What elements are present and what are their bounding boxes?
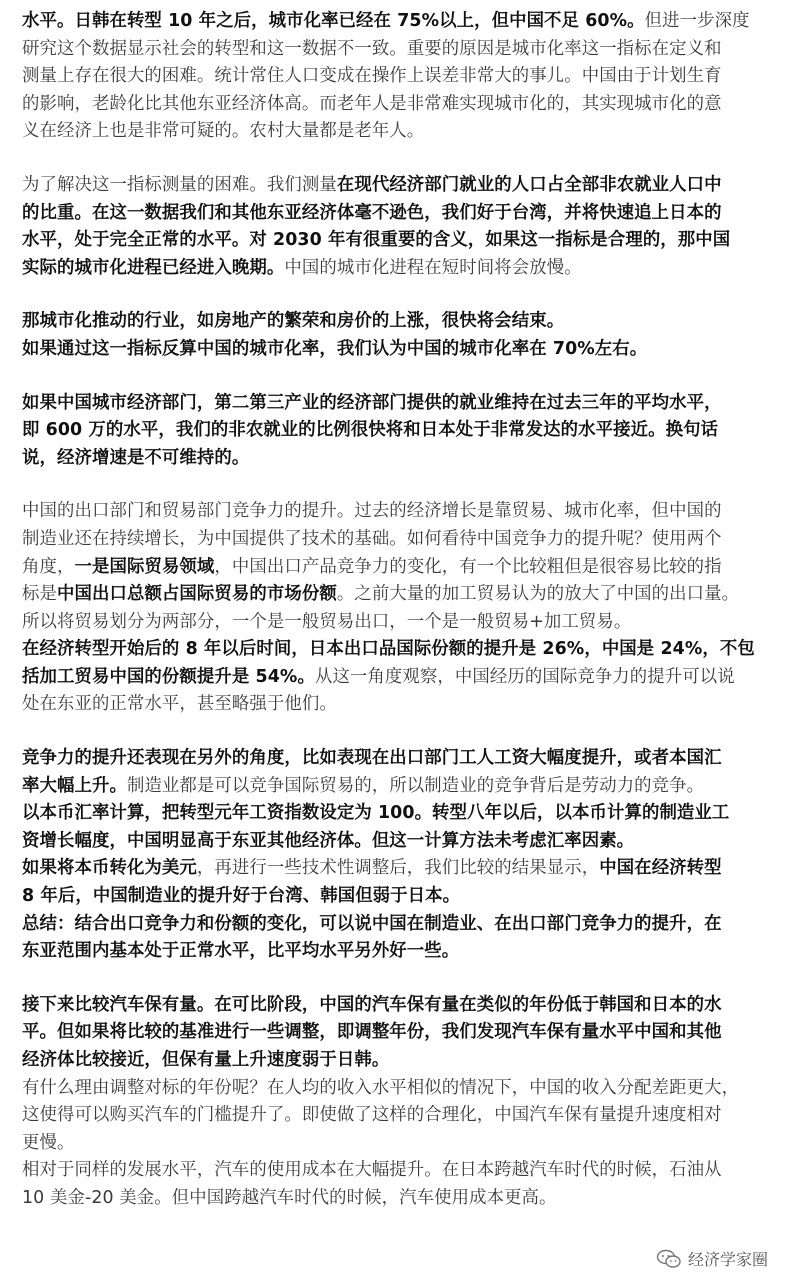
bold-text: 的比重。在这一数据我们和其他东亚经济体毫不逊色，我们好于台湾，并将快速追上日本的 [22,202,722,223]
text-line [22,1185,768,1213]
bold-text: 水平，处于完全正常的水平。对 2030 年有很重要的含义，如果这一指标是合理的，那中国 [22,230,731,251]
body-text: 测量上存在很大的困难。统计常住人口变成在操作上误差非常大的事儿。中国由于计划生育 [22,66,722,87]
text-line [22,554,768,582]
body-text: 研究这个数据显示社会的转型和这一数据不一致。重要的原因是城市化率这一指标在定义和 [22,38,722,59]
text-line [22,8,768,36]
body-text: 这使得可以购买汽车的门槛提升了。即使做了这样的合理化，中国汽车保有量提升速度相对 [22,1105,722,1126]
text-line [22,1102,768,1130]
body-text: 中国的城市化进程在短时间将会放慢。 [284,257,582,278]
bold-text: 水平。日韩在转型 10 年之后，城市化率已经在 75%以上，但中国不足 60%。 [22,11,645,31]
text-line [22,581,768,609]
paragraph [22,498,768,719]
watermark-brand: 经济学家圈 [687,1250,768,1269]
body-text: 为了解决这一指标测量的困难。我们测量 [22,174,337,195]
paragraph [22,992,768,1213]
text-line [22,36,768,64]
body-text: 从这一角度观察，中国经历的国际竞争力的提升可以说 [314,666,735,687]
bold-text: 一是国际贸易领域 [74,556,215,577]
body-text: 制造业还在持续增长，为中国提供了技术的基础。如何看待中国竞争力的提升呢？使用两个 [22,528,722,549]
paragraph [22,308,768,363]
body-text: 有什么理由调整对标的年份呢？在人均的收入水平相似的情况下，中国的收入分配差距更大， [22,1077,740,1098]
text-line [22,91,768,119]
bold-text: 率大幅上升。 [22,775,127,796]
text-line [22,855,768,883]
bold-text: 那城市化推动的行业，如房地产的繁荣和房价的上涨，很快将会结束。 [22,311,565,332]
bold-text: 接下来比较汽车保有量。在可比阶段，中国的汽车保有量在类似的年份低于韩国和日本的水 [22,994,722,1015]
bold-text: 总结：结合出口竞争力和份额的变化，可以说中国在制造业、在出口部门竞争力的提升，在 [22,913,722,934]
text-line [22,745,768,773]
bold-text: 竞争力的提升还表现在另外的角度，比如表现在出口部门工人工资大幅度提升，或者本国汇 [22,748,722,769]
body-text: 标是 [22,584,57,605]
body-text: 但进一步深度 [644,11,750,31]
bold-text: 在现代经济部门就业的人口占全部非农就业人口中 [336,174,722,195]
paragraph [22,8,768,146]
bold-text: 东亚范围内基本处于正常水平，比平均水平另外好一些。 [22,941,460,962]
text-line [22,773,768,801]
body-text: 中国的出口部门和贸易部门竞争力的提升。过去的经济增长是靠贸易、城市化率，但中国的 [22,501,722,522]
bold-text: 如果中国城市经济部门，第二第三产业的经济部门提供的就业维持在过去三年的平均水平， [22,392,722,413]
text-line [22,911,768,939]
bold-text: 中国在经济转型 [599,858,722,879]
body-text: 处在东亚的正常水平，甚至略强于他们。 [22,694,337,715]
body-text: 制造业都是可以竞争国际贸易的，所以制造业的竞争背后是劳动力的竞争。 [126,775,705,796]
text-line [22,883,768,911]
text-line [22,118,768,146]
bold-text: 在经济转型开始后的 8 年以后时间，日本出口品国际份额的提升是 26%，中国是 24%，不包 [22,639,755,660]
bold-text: 经济体比较接近，但保有量上升速度弱于日韩。 [22,1050,390,1070]
bold-text: 平。但如果将比较的基准进行一些调整，即调整年份，我们发现汽车保有量水平中国和其他 [22,1022,722,1043]
bold-text: 8 年后，中国制造业的提升好于台湾、韩国但弱于日本。 [22,886,461,907]
bold-text: 以本币汇率计算，把转型元年工资指数设定为 100。转型八年以后，以本币计算的制造业工 [22,803,730,824]
text-line [22,390,768,418]
bold-text: 如果将本币转化为美元 [22,858,197,879]
text-line [22,445,768,473]
bold-text: 即 600 万的水平，我们的非农就业的比例很快将和日本处于非常发达的水平接近。换句话 [22,420,719,441]
watermark [656,1247,768,1270]
text-line [22,255,768,283]
text-line [22,800,768,828]
bold-text: 实际的城市化进程已经进入晚期。 [22,257,285,278]
text-line [22,1130,768,1158]
text-line [22,336,768,364]
text-line [22,609,768,637]
text-line [22,308,768,336]
text-line [22,63,768,91]
text-line [22,200,768,228]
text-line [22,828,768,856]
body-text: ，中国出口产品竞争力的变化，有一个比较粗但是很容易比较的指 [214,556,722,577]
body-text: 。之前大量的加工贸易认为的放大了中国的出口量。 [336,584,740,605]
text-line [22,1019,768,1047]
wechat-icon [656,1249,682,1269]
text-line [22,227,768,255]
text-line [22,1075,768,1103]
bold-text: 如果通过这一指标反算中国的城市化率，我们认为中国的城市化率在 70%左右。 [22,338,648,359]
body-text: 角度， [22,556,75,577]
paragraph [22,390,768,473]
body-text: ，再进行一些技术性调整后，我们比较的结果显示， [196,858,600,879]
text-line [22,498,768,526]
bold-text: 括加工贸易中国的份额提升是 54%。 [22,666,315,687]
text-line [22,417,768,445]
bold-text: 资增长幅度，中国明显高于东亚其他经济体。但这一计算方法未考虑汇率因素。 [22,830,635,851]
paragraph [22,745,768,966]
text-line [22,992,768,1020]
text-line [22,938,768,966]
body-text: 更慢。 [22,1132,75,1153]
article-body [22,8,768,1213]
text-line [22,664,768,692]
body-text: 的影响，老龄化比其他东亚经济体高。而老年人是非常难实现城市化的，其实现城市化的意 [22,93,722,114]
bold-text: 中国出口总额占国际贸易的市场份额 [56,584,337,605]
body-text: 所以将贸易划分为两部分，一个是一般贸易出口，一个是一般贸易+加工贸易。 [22,611,632,632]
text-line [22,526,768,554]
text-line [22,1047,768,1075]
text-line [22,172,768,200]
body-text: 相对于同样的发展水平，汽车的使用成本在大幅提升。在日本跨越汽车时代的时候，石油从 [22,1160,722,1181]
text-line [22,1157,768,1185]
body-text: 义在经济上也是非常可疑的。农村大量都是老年人。 [22,121,425,142]
text-line [22,636,768,664]
body-text: 10 美金-20 美金。但中国跨越汽车时代的时候，汽车使用成本更高。 [22,1187,557,1208]
paragraph [22,172,768,282]
bold-text: 说，经济增速是不可维持的。 [22,447,250,468]
text-line [22,691,768,719]
